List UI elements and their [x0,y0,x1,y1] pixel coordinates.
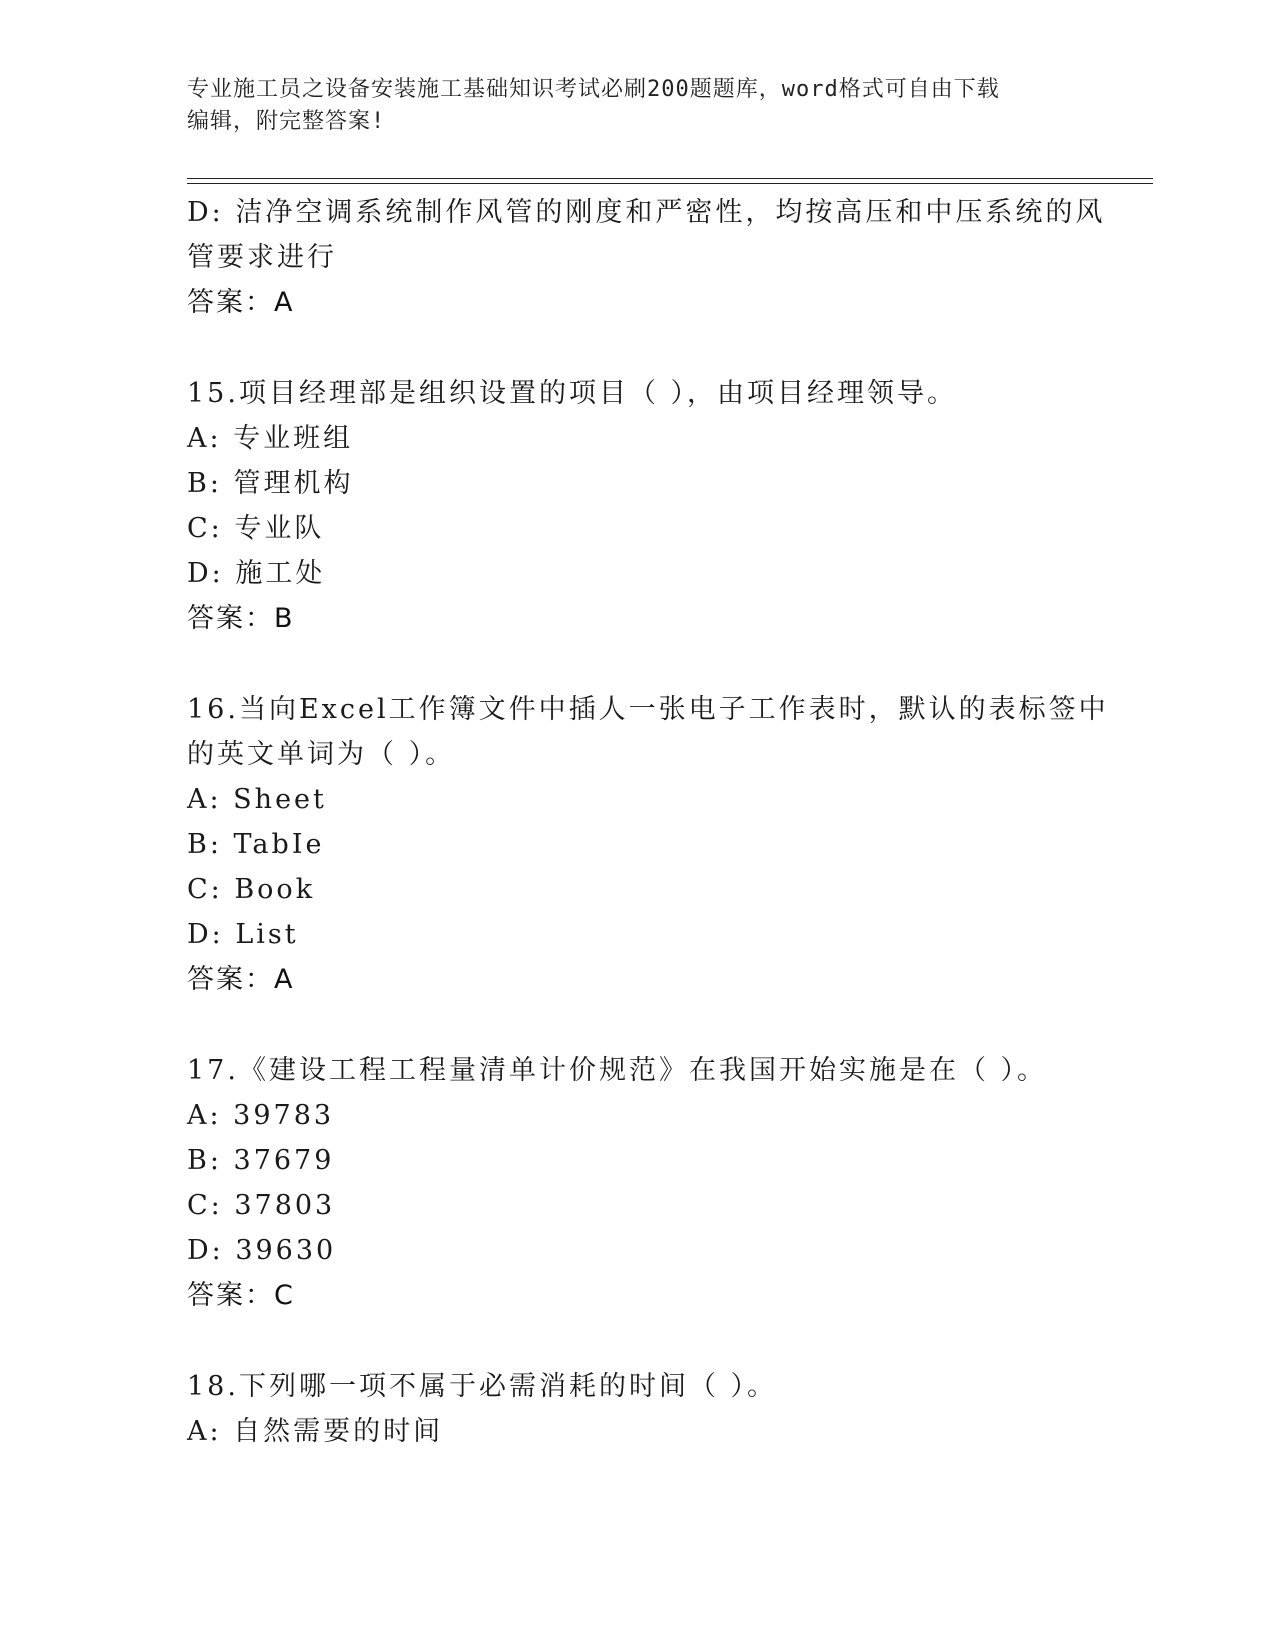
question-text: 18.下列哪一项不属于必需消耗的时间（ ）。 [187,1371,778,1402]
question-text: 15.项目经理部是组织设置的项目（ ），由项目经理领导。 [187,378,958,409]
question-text: 16.当向Excel工作簿文件中插人一张电子工作表时，默认的表标签中 [187,694,1109,725]
option-c: C: 专业队 [187,513,325,544]
header-line-2: 编辑，附完整答案! [187,109,386,134]
question-text-continued: 的英文单词为（ ）。 [187,739,456,770]
option-a: A: 39783 [187,1100,335,1131]
question-block-17 [187,1048,1087,1318]
spacer [187,1002,1087,1048]
option-b: B: 37679 [187,1145,335,1176]
answer-line: 答案：C [187,1280,295,1311]
header-line-1: 专业施工员之设备安装施工基础知识考试必刷200题题库，word格式可自由下载 [187,77,1000,102]
question-list [187,190,1109,1454]
question-block-16 [187,687,1109,1002]
document-header [187,74,1067,138]
answer-line: 答案：A [187,287,295,318]
question-block-15 [187,371,1087,641]
option-b: B: 管理机构 [187,468,354,499]
question-block-18 [187,1364,1087,1454]
spacer [187,1318,1087,1364]
option-a: A: Sheet [187,784,327,815]
option-d: D: 39630 [187,1235,337,1266]
option-a: A: 自然需要的时间 [187,1416,444,1447]
option-b: B: TabIe [187,829,325,860]
answer-line: 答案：B [187,603,295,634]
spacer [187,325,1087,371]
spacer [187,641,1087,687]
option-c: C: 37803 [187,1190,336,1221]
header-divider-bottom [187,183,1153,184]
option-d: D: List [187,919,299,950]
option-c: C: Book [187,874,316,905]
header-divider-top [187,178,1153,179]
option-d-continued: 管要求进行 [187,242,337,273]
question-text: 17.《建设工程工程量清单计价规范》在我国开始实施是在（ ）。 [187,1055,1048,1086]
question-block-prev [187,190,1106,325]
option-d: D: 洁净空调系统制作风管的刚度和严密性，均按高压和中压系统的风 [187,197,1106,228]
option-a: A: 专业班组 [187,423,354,454]
answer-line: 答案：A [187,964,295,995]
option-d: D: 施工处 [187,558,326,589]
